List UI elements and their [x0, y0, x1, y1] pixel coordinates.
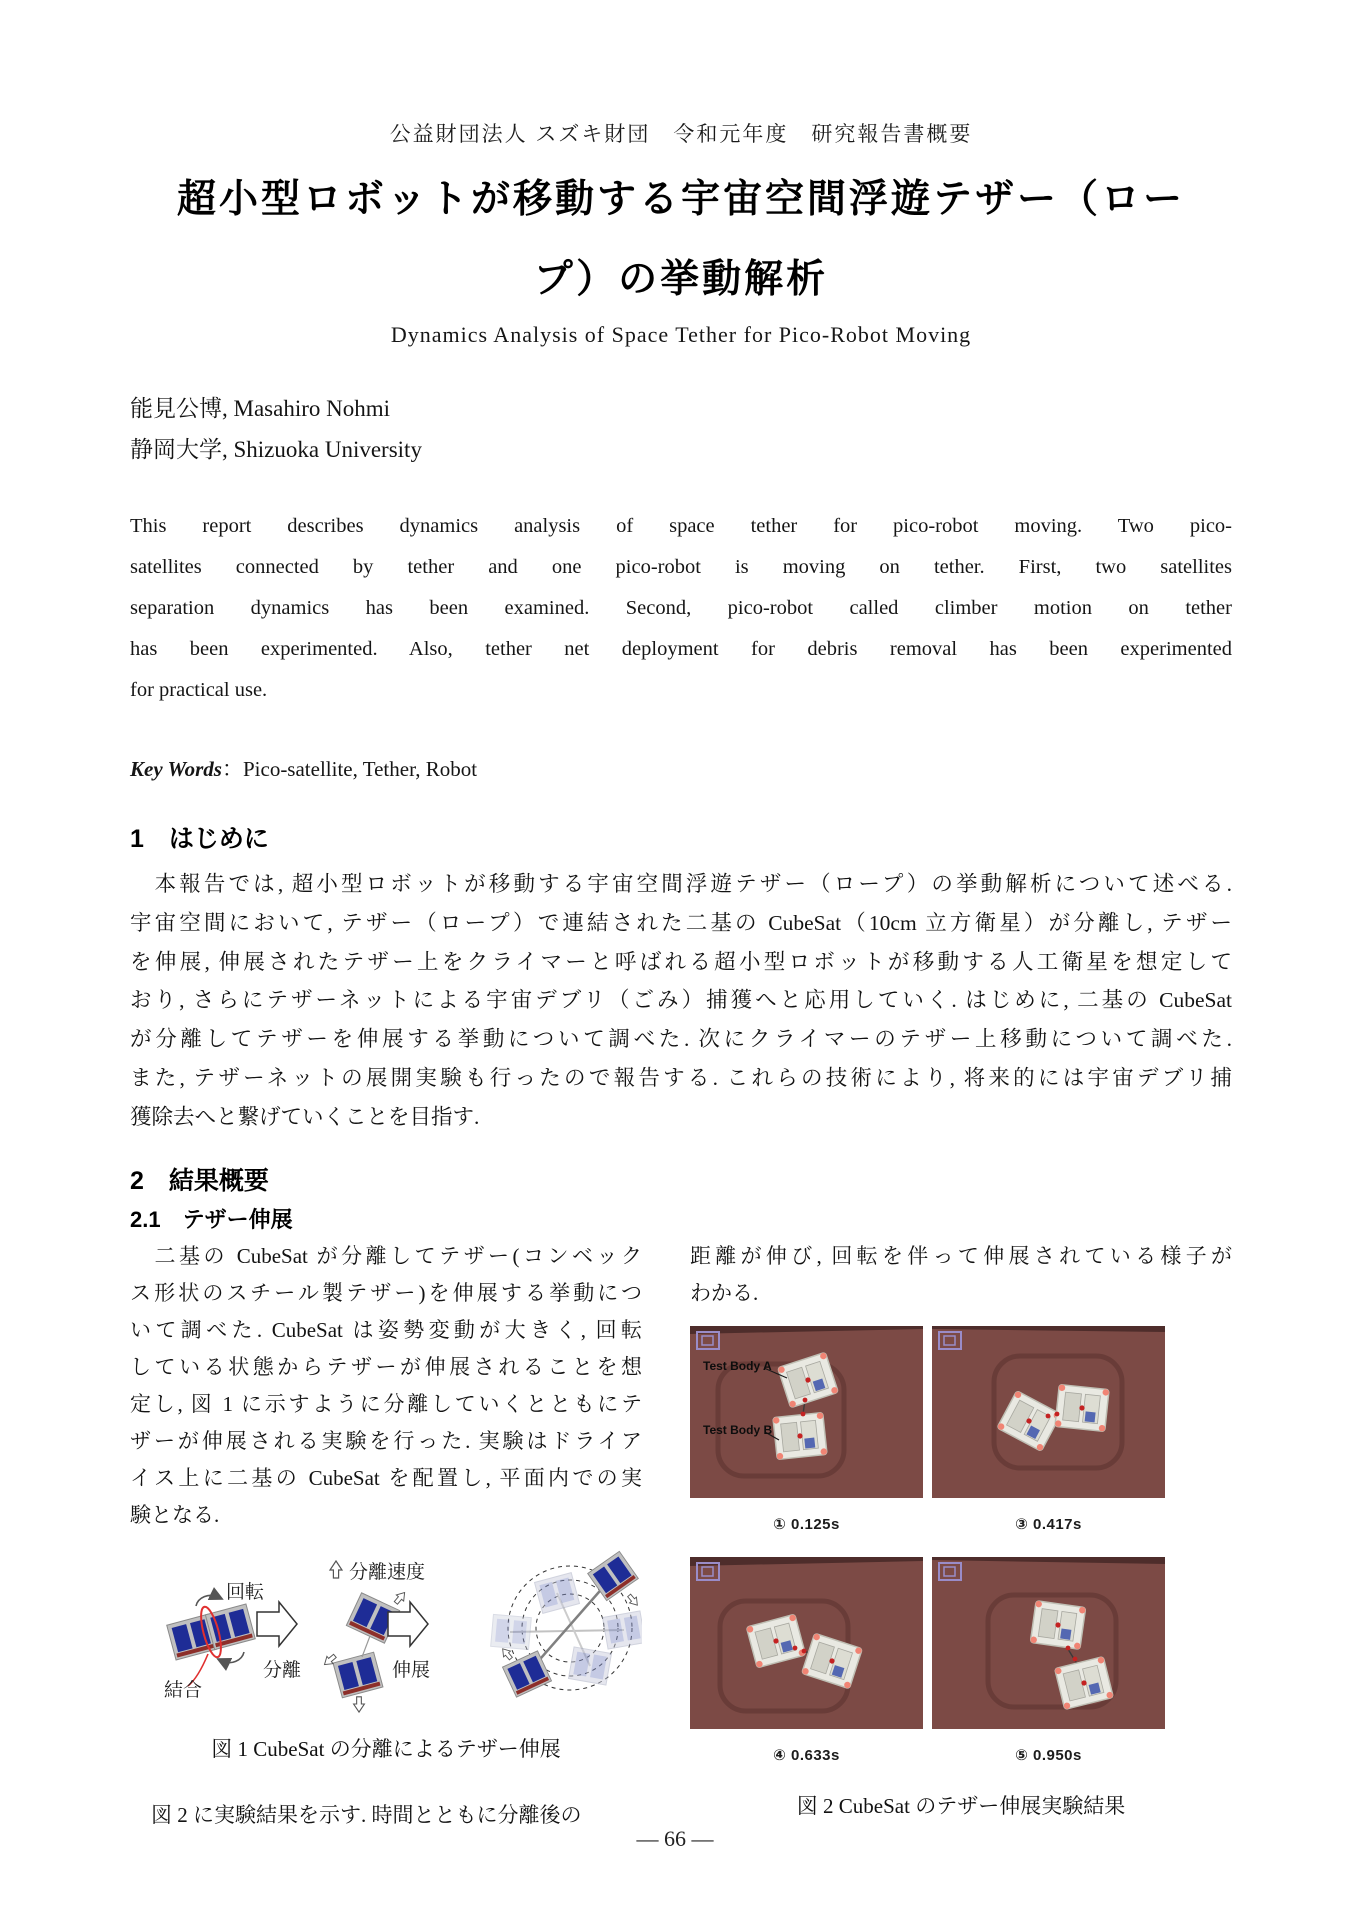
- keywords-value: ：Pico-satellite, Tether, Robot: [221, 757, 478, 781]
- cubesat-icon: [1030, 1600, 1086, 1649]
- abstract-text: This report describes dynamics analysis of space tether for pico-robot moving. Two pico- satellites connected by tether and one pico-robot is moving on tether. First, two satellites separation dynamics has been examined. Second, pico-robot called climber motion on tether has been experimented. Also, tether net deployment for debris removal has been experimented for practical use.: [130, 515, 1232, 701]
- bonded-cubesats-icon: [164, 1581, 264, 1701]
- figure-1-caption: 図 1 CubeSat の分離によるテザー伸展: [211, 1736, 561, 1761]
- rotation-direction-arrow-icon: [626, 1592, 641, 1608]
- section-2-heading: 2 結果概要: [130, 1166, 269, 1195]
- tether-deployment-diagram: [130, 1540, 642, 1718]
- panel-1-time-caption: ① 0.125s: [773, 1515, 840, 1533]
- rotating-extension-diagram: [491, 1551, 642, 1697]
- cubesat-icon: [588, 1551, 639, 1600]
- left-column-paragraph: 二基の CubeSat が分離してテザー(コンベック ス形状のスチール製テザー)を伸展する挙動につ いて調べた. CubeSat は姿勢変動が大きく, 回転 している状態からテザーが伸展されることを想 定し, 図 1 に示すように分離していくとともにテ ザーが伸展される実験を行った. 実験はドライア イス上に二基の CubeSat を配置し, 平面内での実 験となる.: [130, 1243, 642, 1527]
- section-1-body: 本報告では, 超小型ロボットが移動する宇宙空間浮遊テザー（ロープ）の挙動解析について述べる. 宇宙空間において, テザー（ロープ）で連結された二基の CubeSat（10cm 立方衛星）が分離し, テザー を伸展, 伸展されたテザー上をクライマーと呼ばれる超小型ロボットが移動する人工衛星を想定して おり, さらにテザーネットによる宇宙デブリ（ごみ）捕獲へと応用していく. はじめに, 二基の CubeSat が分離してテザーを伸展する挙動について調べた. 次にクライマーのテザー上移動について調べた. また, テザーネットの展開実験も行ったので報告する. これらの技術により, 将来的には宇宙デブリ捕 獲除去へと繋げていくことを目指す.: [130, 872, 1232, 1129]
- bond-label: 結合: [164, 1679, 203, 1701]
- experiment-photo-1: [690, 1326, 923, 1498]
- keywords-label: Key Words: [130, 757, 222, 781]
- panel-2-time-caption: ③ 0.417s: [1015, 1515, 1082, 1533]
- rotation-arrow-icon: [196, 1595, 218, 1606]
- panel-4-time-caption: ⑤ 0.950s: [1015, 1746, 1082, 1764]
- paper-title-line2: プ）の挙動解析: [533, 258, 829, 301]
- report-header: 公益財団法人 スズキ財団 令和元年度 研究報告書概要: [389, 123, 973, 146]
- paper-title-line1: 超小型ロボットが移動する宇宙空間浮遊テザー（ロー: [176, 178, 1185, 221]
- separation-velocity-label: 分離速度: [349, 1561, 426, 1583]
- figure-2-caption: 図 2 CubeSat のテザー伸展実験結果: [796, 1793, 1126, 1818]
- paper-title-english: Dynamics Analysis of Space Tether for Pico-Robot Moving: [390, 322, 972, 347]
- figure-2-grid: [690, 1326, 1232, 1788]
- rotation-arrow-icon: [222, 1652, 244, 1663]
- author-name: 能見公博, Masahiro Nohmi: [130, 396, 391, 421]
- author-affiliation: 静岡大学, Shizuoka University: [130, 437, 422, 462]
- right-column-paragraph: 距離が伸び, 回転を伴って伸展されている様子が わかる.: [690, 1243, 1232, 1305]
- motion-arrow-icon: [354, 1696, 365, 1711]
- up-arrow-icon: [330, 1561, 342, 1578]
- left-column: [130, 1238, 642, 1834]
- photo-panel-3: [690, 1557, 923, 1788]
- rotation-label: 回転: [226, 1581, 265, 1603]
- experiment-photo-2: [932, 1326, 1165, 1498]
- photo-panel-2: [932, 1326, 1165, 1557]
- cubesat-icon: [773, 1412, 828, 1459]
- two-column-area: [130, 1238, 1232, 1834]
- section-1-heading: 1 はじめに: [130, 825, 269, 853]
- test-body-b-label: Test Body B: [703, 1422, 773, 1437]
- author-block: [130, 388, 1232, 470]
- section-2-1-heading: 2.1 テザー伸展: [130, 1206, 293, 1232]
- experiment-photo-3: [690, 1557, 923, 1729]
- photo-panel-1: [690, 1326, 923, 1557]
- paper-title: [130, 160, 1232, 320]
- photo-panel-4: [932, 1557, 1165, 1788]
- right-column: [690, 1238, 1232, 1834]
- keywords-line: [130, 753, 1232, 783]
- separation-block-arrow-icon: [257, 1602, 297, 1646]
- page-number: ― 66 ―: [636, 1826, 714, 1851]
- separation-label: 分離: [263, 1659, 302, 1681]
- motion-arrow-icon: [392, 1589, 408, 1606]
- figure-1: [130, 1540, 642, 1723]
- extension-label: 伸展: [392, 1659, 431, 1681]
- test-body-a-label: Test Body A: [703, 1358, 772, 1373]
- cubesat-icon: [1055, 1384, 1110, 1431]
- experiment-photo-4: [932, 1557, 1165, 1729]
- panel-3-time-caption: ④ 0.633s: [773, 1746, 840, 1764]
- left-column-paragraph-2: 図 2 に実験結果を示す. 時間とともに分離後の: [130, 1802, 582, 1827]
